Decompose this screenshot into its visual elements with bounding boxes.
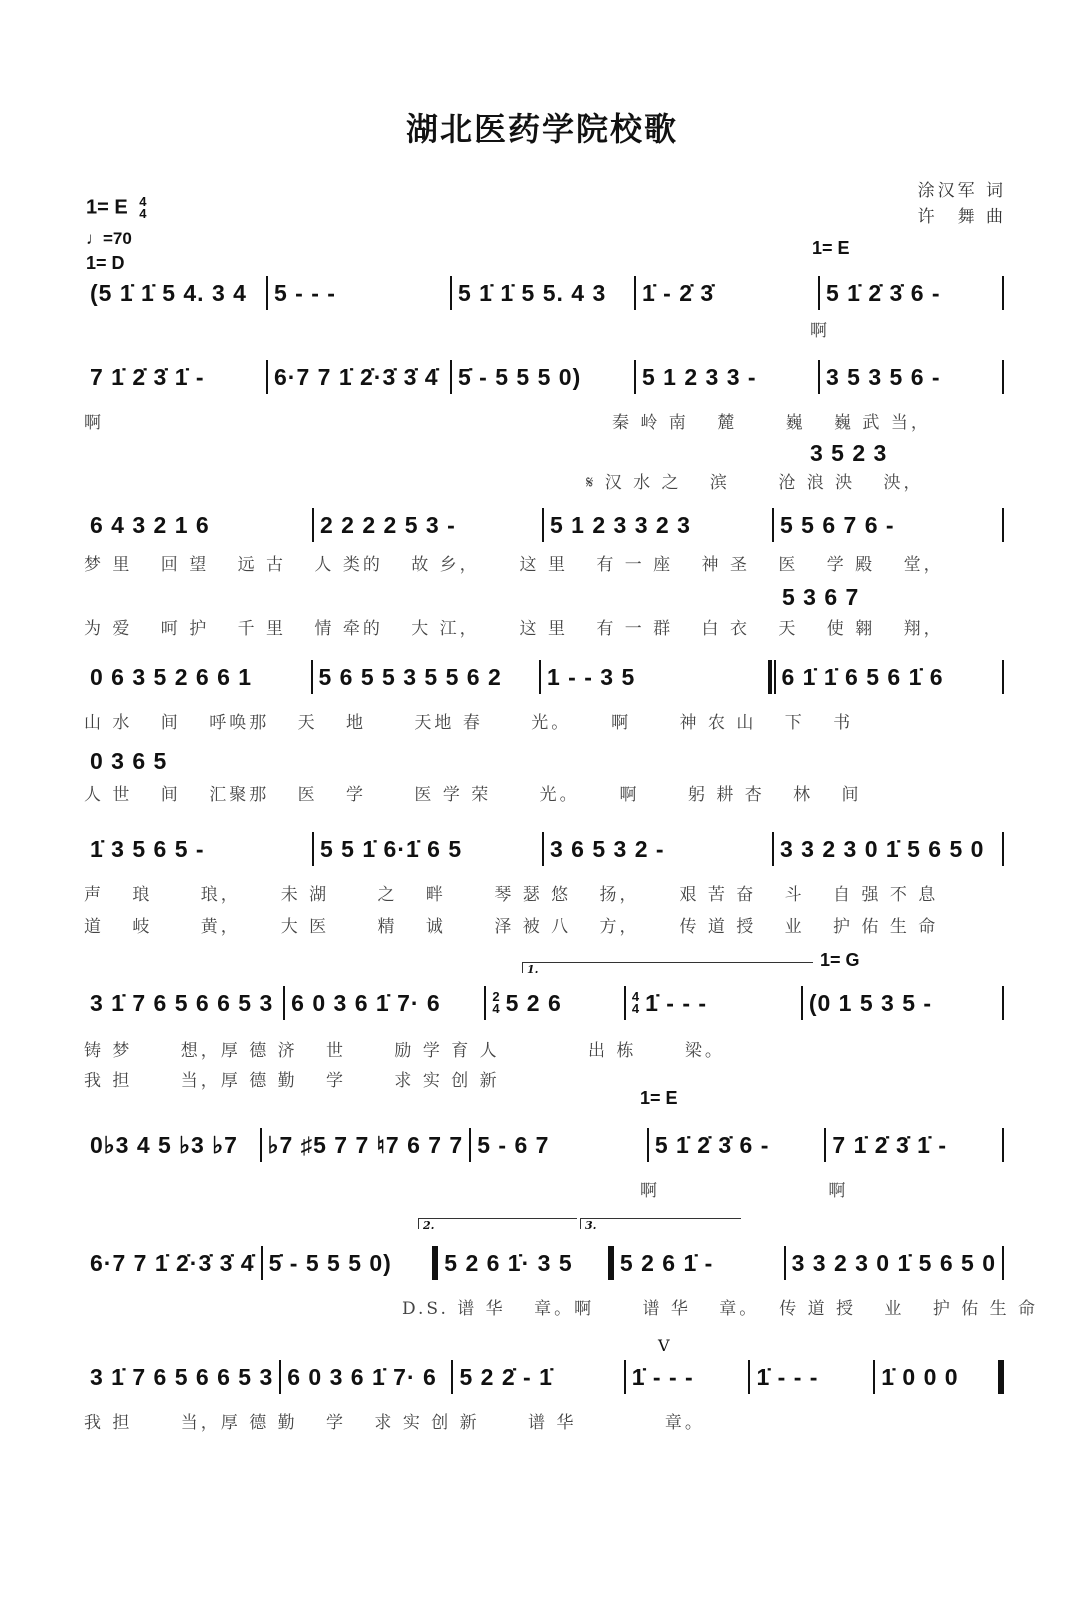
volta-2-label: 2.: [423, 1219, 435, 1232]
music-row: [84, 1128, 1004, 1162]
lyric-line: 为 爱 呵 护 千 里 情 牵的 大 江， 这 里 有 一 群 白 衣 天 使 翱 翔，: [84, 619, 944, 639]
volta-3-label: 3.: [585, 1219, 597, 1232]
measure: 5 - - -: [274, 279, 336, 306]
music-row: [84, 360, 1004, 394]
time-change-2-4: [492, 991, 499, 1015]
measure: 5 1̇ 2̇ 3̇ 6 -: [654, 1131, 770, 1158]
time-bottom: 4: [631, 1001, 640, 1016]
measure: 5 6 5 5 3 5 5 6 2: [318, 663, 502, 690]
measure: 5 2 6: [505, 989, 562, 1016]
measure: 0 6 3 5 2 6 6 1: [90, 663, 253, 690]
measure: 3 3 2 3 0 1̇ 5 6 5 0: [780, 835, 985, 862]
measure: (5 1̇ 1̇ 5 4. 3 4: [90, 279, 247, 306]
time-top: 4: [631, 989, 640, 1004]
music-row: [84, 832, 1004, 866]
measure: 5 2 2̇ - 1̇: [459, 1363, 553, 1390]
time-signature: [139, 196, 146, 220]
key-change-3: 1= E: [640, 1088, 678, 1108]
lyric-line: 梦 里 回 望 远 古 人 类的 故 乡， 这 里 有 一 座 神 圣 医 学 殿 堂，: [84, 555, 944, 575]
measure: 5 1 2 3 3 -: [642, 363, 757, 390]
music-row: [84, 1360, 1004, 1394]
music-row: [84, 660, 1004, 694]
lyric-line: 声 琅 琅， 未 湖 之 畔 琴 瑟 悠 扬， 艰 苦 奋 斗 自 强 不 息: [84, 885, 939, 905]
volta-1: [522, 962, 813, 976]
measure: 1̇ 0 0 0: [881, 1363, 959, 1390]
measure: (0 1 5 3 5 -: [808, 989, 933, 1016]
measure: 6·7 7 1̇ 2̇·3̇ 3̇ 4̇: [90, 1249, 255, 1276]
barline: [1002, 832, 1004, 866]
measure: 0 3 6 5: [90, 747, 168, 774]
measure: 7 1̇ 2̇ 3̇ 1̇ -: [832, 1131, 947, 1158]
barline: [1002, 986, 1004, 1020]
measure: 5 - 6 7: [477, 1131, 550, 1158]
measure: 5 1̇ 1̇ 5 5. 4 3: [458, 279, 607, 306]
measure: ♭7 ♯5 7 7 ♮7 6 7 7: [267, 1131, 464, 1158]
music-row: [84, 276, 1004, 310]
time-bottom: 4: [492, 1001, 500, 1016]
lyric-line: 山 水 间 呼唤那 天 地 天地 春 光。 啊 神 农 山 下 书: [84, 713, 854, 733]
key-label: 1= E: [86, 196, 128, 219]
lyric-line: 啊 啊: [640, 1181, 849, 1201]
time-top: 4: [139, 194, 147, 209]
time-bottom: 4: [139, 206, 147, 221]
measure: 1̇ - 2̇ 3̇: [642, 279, 715, 306]
lyricist-credit: 涂汉军 词: [917, 181, 1006, 201]
key-signature: [86, 196, 147, 220]
measure: 7 1̇ 2̇ 3̇ 1̇ -: [90, 363, 205, 390]
music-row: [84, 986, 1004, 1020]
music-row-alt: [776, 580, 916, 614]
measure: 6·7 7 1̇ 2̇·3̇ 3̇ 4̇: [274, 363, 439, 390]
music-row-alt: [84, 744, 184, 778]
lyric-line: 我 担 当，厚 德 勤 学 求 实 创 新: [84, 1071, 500, 1091]
lyric-line: 道 岐 黄， 大 医 精 诚 泽 被 八 方， 传 道 授 业 护 佑 生 命: [84, 917, 939, 937]
measure: 1̇ - - -: [631, 1363, 694, 1390]
lyric-line: 啊: [810, 321, 830, 341]
song-title: 湖北医药学院校歌: [405, 110, 678, 148]
measure: 3 1̇ 7 6 5 6 6 5 3: [90, 1363, 274, 1390]
measure: 0♭3 4 5 ♭3 ♭7: [90, 1131, 238, 1158]
tempo-mark: ♩=70: [86, 229, 132, 248]
key-change-d: 1= D: [86, 253, 125, 273]
barline: [1002, 276, 1004, 310]
measure: 5 2 6 1̇· 3 5: [444, 1249, 573, 1276]
barline: [1002, 1128, 1004, 1162]
measure: 5 3 6 7: [782, 583, 860, 610]
volta-1-label: 1.: [527, 963, 539, 976]
final-barline: [998, 1360, 1004, 1394]
measure: 1̇ 3 5 6 5 -: [90, 835, 205, 862]
barline: [1002, 508, 1004, 542]
key-change-2: 1= G: [820, 950, 860, 970]
measure: 5 5 6 7 6 -: [780, 511, 895, 538]
breath-mark: V: [658, 1336, 670, 1355]
measure: 5 1 2 3 3 2 3: [550, 511, 691, 538]
barline: [1002, 660, 1004, 694]
measure: 2 2 2 2 5 3 -: [320, 511, 456, 538]
measure: 6 4 3 2 1 6: [90, 511, 210, 538]
repeat-start: [768, 660, 776, 694]
barline: [1002, 1246, 1004, 1280]
lyric-line: 人 世 间 汇聚那 医 学 医 学 荣 光。 啊 躬 耕 杏 林 间: [84, 785, 862, 805]
barline: [624, 986, 626, 1020]
lyric-line: D.S. 谱 华 章。啊 谱 华 章。 传 道 授 业 护 佑 生 命: [402, 1299, 1039, 1319]
measure: 5̇ - 5 5 5 0): [458, 363, 582, 390]
measure: 6 0 3 6 1̇ 7· 6: [287, 1363, 437, 1390]
lyric-line: 我 担 当，厚 德 勤 学 求 实 创 新 谱 华 章。: [84, 1413, 705, 1433]
measure: 5 2 6 1̇ -: [619, 1249, 714, 1276]
measure: 1 - - 3 5: [547, 663, 636, 690]
measure: 3 1̇ 7 6 5 6 6 5 3: [90, 989, 274, 1016]
measure: 3 5 3 5 6 -: [826, 363, 941, 390]
lyric-line: 啊: [84, 413, 104, 433]
lyric-line: 秦 岭 南 麓 巍 巍 武 当，: [612, 413, 931, 433]
music-row: [84, 1246, 1004, 1280]
music-row: [84, 508, 1004, 542]
measure: 3 3 2 3 0 1̇ 5 6 5 0: [791, 1249, 997, 1276]
measure: 3 5 2 3: [810, 439, 888, 466]
lyric-line: 𝄋 汉 水 之 滨 沧 浪 泱 泱，: [586, 473, 924, 493]
measure: 5 1̇ 2̇ 3̇ 6 -: [826, 279, 941, 306]
music-row-alt: [804, 436, 924, 470]
measure: 6 1̇ 1̇ 6 5 6 1̇ 6: [781, 663, 944, 690]
measure: 6 0 3 6 1̇ 7· 6: [291, 989, 441, 1016]
lyric-line: 铸 梦 想，厚 德 济 世 励 学 育 人 出 栋 梁。: [84, 1041, 725, 1061]
barline: [1002, 360, 1004, 394]
volta-2: [418, 1218, 577, 1232]
time-top: 2: [492, 989, 500, 1004]
key-change-1: 1= E: [812, 238, 850, 258]
measure: 3 6 5 3 2 -: [550, 835, 665, 862]
barline: [484, 986, 486, 1020]
composer-credit: 许 舞 曲: [917, 207, 1006, 227]
measure: 1̇ - - -: [756, 1363, 819, 1390]
measure: 5̇ - 5 5 5 0): [268, 1249, 392, 1276]
volta-3: [580, 1218, 741, 1232]
measure: 1̇ - - -: [645, 989, 708, 1016]
time-change-4-4: [632, 991, 639, 1015]
measure: 5 5 1̇ 6·1̇ 6 5: [320, 835, 463, 862]
